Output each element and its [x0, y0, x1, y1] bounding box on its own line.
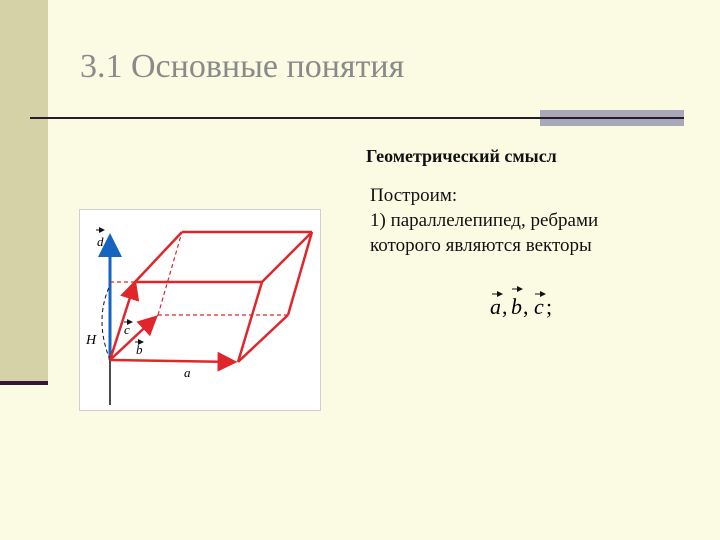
label-d: d: [97, 234, 104, 249]
parallelepiped-figure: [79, 209, 321, 411]
formula-comma-2: ,: [523, 294, 529, 319]
body-line-2: 1) параллелепипед, ребрами: [370, 210, 599, 231]
label-c: c: [124, 322, 130, 337]
vector-c-label: c: [534, 294, 544, 319]
body-line-3: которого являются векторы: [370, 235, 592, 256]
title-divider-strip: [540, 117, 684, 119]
label-H: H: [86, 333, 97, 348]
title-divider-line: [30, 117, 550, 119]
left-accent-bar-edge: [0, 381, 48, 385]
vector-formula-svg: [480, 284, 580, 324]
vector-formula: [480, 284, 580, 324]
body-text: [370, 183, 598, 258]
left-accent-bar: [0, 0, 48, 384]
parallelepiped-diagram: [80, 210, 320, 410]
formula-comma-1: ,: [502, 294, 508, 319]
label-a: a: [184, 365, 191, 380]
label-b: b: [136, 342, 143, 357]
section-subtitle: Геометрический смысл: [366, 146, 557, 166]
formula-semicolon: ;: [546, 294, 553, 319]
vector-b-label: b: [511, 294, 522, 319]
top-edge-left: [135, 232, 182, 282]
body-line-1: Построим:: [370, 185, 458, 206]
vector-a-edge: [110, 360, 235, 362]
vector-a-label: a: [490, 294, 501, 319]
slide-title: 3.1 Основные понятия: [80, 48, 405, 85]
